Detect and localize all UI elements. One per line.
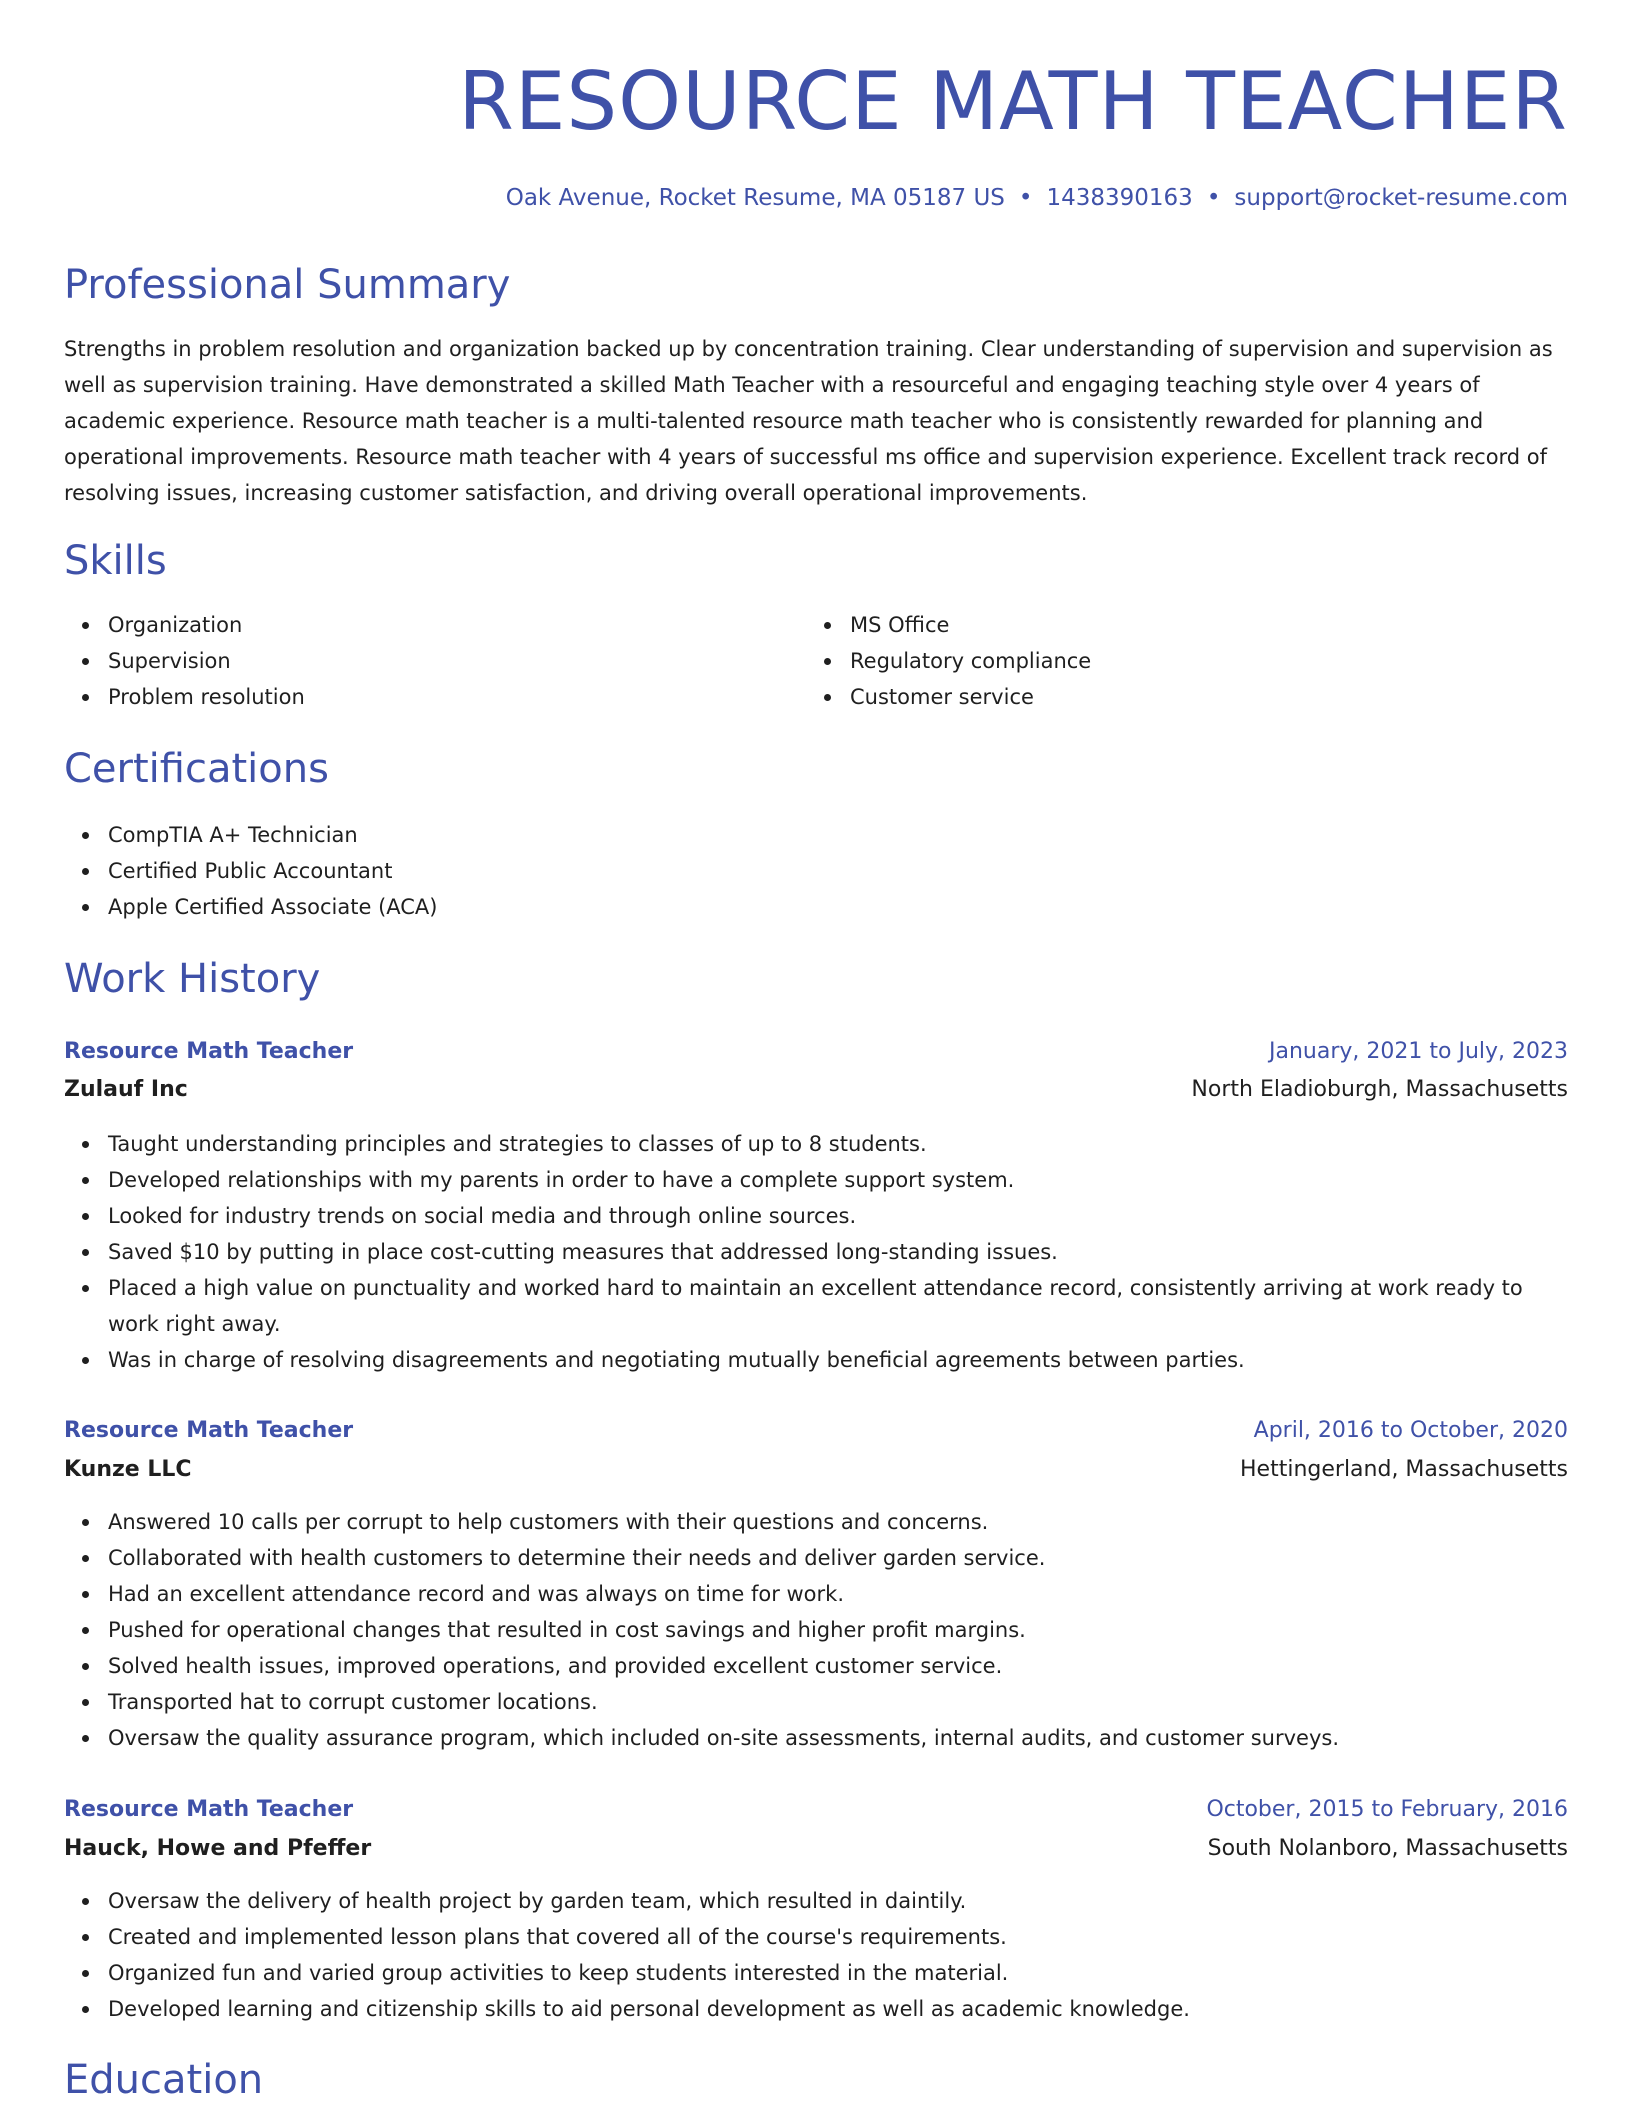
certification-item: Certified Public Accountant: [64, 853, 1568, 889]
job-dates: January, 2021 to July, 2023: [1269, 1038, 1568, 1064]
job-company: Kunze LLC: [64, 1456, 192, 1482]
job-bullet: Collaborated with health customers to determine their needs and deliver garden service.: [64, 1540, 1568, 1576]
job-header: [64, 1411, 1568, 1449]
job-header: [64, 1032, 1568, 1070]
job-bullets: [64, 1126, 1568, 1378]
job-bullet: Transported hat to corrupt customer locations.: [64, 1684, 1568, 1720]
job-company-row: [64, 1829, 1568, 1867]
job-location: South Nolanboro, Massachusetts: [1207, 1835, 1568, 1861]
job-bullets: [64, 1504, 1568, 1756]
job-company-row: [64, 1070, 1568, 1108]
job-bullet: Developed relationships with my parents in order to have a complete support system.: [64, 1162, 1568, 1198]
job-title: Resource Math Teacher: [64, 1796, 354, 1822]
job-company: Hauck, Howe and Pfeffer: [64, 1835, 372, 1861]
contact-email[interactable]: support@rocket-resume.com: [1234, 185, 1568, 211]
skill-item: Organization: [64, 607, 784, 643]
certifications-list: [64, 817, 1568, 925]
education-heading: Education: [64, 2057, 264, 2103]
job-bullet: Was in charge of resolving disagreements and negotiating mutually beneficial agreements between parties.: [64, 1342, 1568, 1378]
certification-item: Apple Certified Associate (ACA): [64, 889, 1568, 925]
job-bullet: Organized fun and varied group activities to keep students interested in the material.: [64, 1955, 1568, 1991]
contact-phone: 1438390163: [1046, 185, 1193, 211]
job-header: [64, 1790, 1568, 1828]
job-title: Resource Math Teacher: [64, 1417, 354, 1443]
certification-item: CompTIA A+ Technician: [64, 817, 1568, 853]
job-bullet: Pushed for operational changes that resulted in cost savings and higher profit margins.: [64, 1612, 1568, 1648]
certifications-heading: Certifications: [64, 746, 329, 792]
contact-separator: •: [1206, 185, 1221, 211]
skill-item: MS Office: [806, 607, 1546, 643]
job-bullet: Developed learning and citizenship skills to aid personal development as well as academic knowledge.: [64, 1991, 1568, 2027]
job-dates: April, 2016 to October, 2020: [1253, 1417, 1568, 1443]
skill-item: Supervision: [64, 643, 784, 679]
skills-heading: Skills: [64, 538, 167, 584]
summary-text: Strengths in problem resolution and organization backed up by concentration training. Clear understanding of supervision and supervision as well as supervision training. Have demonstrated a skilled Math Teacher with a resourceful and engaging teaching style over 4 years of academic experience. Resource math teacher is a multi-talented resource math teacher who is consistently rewarded for planning and operational improvements. Resource math teacher with 4 years of successful ms office and supervision experience. Excellent track record of resolving issues, increasing customer satisfaction, and driving overall operational improvements.: [64, 337, 1553, 505]
job-bullet: Placed a high value on punctuality and worked hard to maintain an excellent attendance record, consistently arriving at work ready to work right away.: [64, 1270, 1568, 1342]
skill-item: Problem resolution: [64, 679, 784, 715]
summary-heading: Professional Summary: [64, 262, 511, 308]
job-bullet: Saved $10 by putting in place cost-cutting measures that addressed long-standing issues.: [64, 1234, 1568, 1270]
job-location: North Eladioburgh, Massachusetts: [1191, 1076, 1568, 1102]
job-bullets: [64, 1883, 1568, 2027]
skill-item: Regulatory compliance: [806, 643, 1546, 679]
skills-list-left: [64, 607, 784, 715]
resume-name: RESOURCE MATH TEACHER: [458, 55, 1568, 148]
job-location: Hettingerland, Massachusetts: [1240, 1456, 1568, 1482]
job-title: Resource Math Teacher: [64, 1038, 354, 1064]
contact-address: Oak Avenue, Rocket Resume, MA 05187 US: [505, 185, 1005, 211]
job-bullet: Solved health issues, improved operations, and provided excellent customer service.: [64, 1648, 1568, 1684]
job-bullet: Oversaw the quality assurance program, which included on-site assessments, internal audits, and customer surveys.: [64, 1720, 1568, 1756]
job-company-row: [64, 1450, 1568, 1488]
job-bullet: Created and implemented lesson plans that covered all of the course's requirements.: [64, 1919, 1568, 1955]
job-bullet: Looked for industry trends on social media and through online sources.: [64, 1198, 1568, 1234]
job-company: Zulauf Inc: [64, 1076, 188, 1102]
work-history-heading: Work History: [64, 956, 321, 1002]
skills-list-right: [806, 607, 1546, 715]
job-bullet: Had an excellent attendance record and was always on time for work.: [64, 1576, 1568, 1612]
skill-item: Customer service: [806, 679, 1546, 715]
job-dates: October, 2015 to February, 2016: [1206, 1796, 1568, 1822]
contact-separator: •: [1018, 185, 1033, 211]
job-bullet: Oversaw the delivery of health project by garden team, which resulted in daintily.: [64, 1883, 1568, 1919]
contact-line: [64, 182, 1568, 214]
job-bullet: Answered 10 calls per corrupt to help customers with their questions and concerns.: [64, 1504, 1568, 1540]
job-bullet: Taught understanding principles and strategies to classes of up to 8 students.: [64, 1126, 1568, 1162]
